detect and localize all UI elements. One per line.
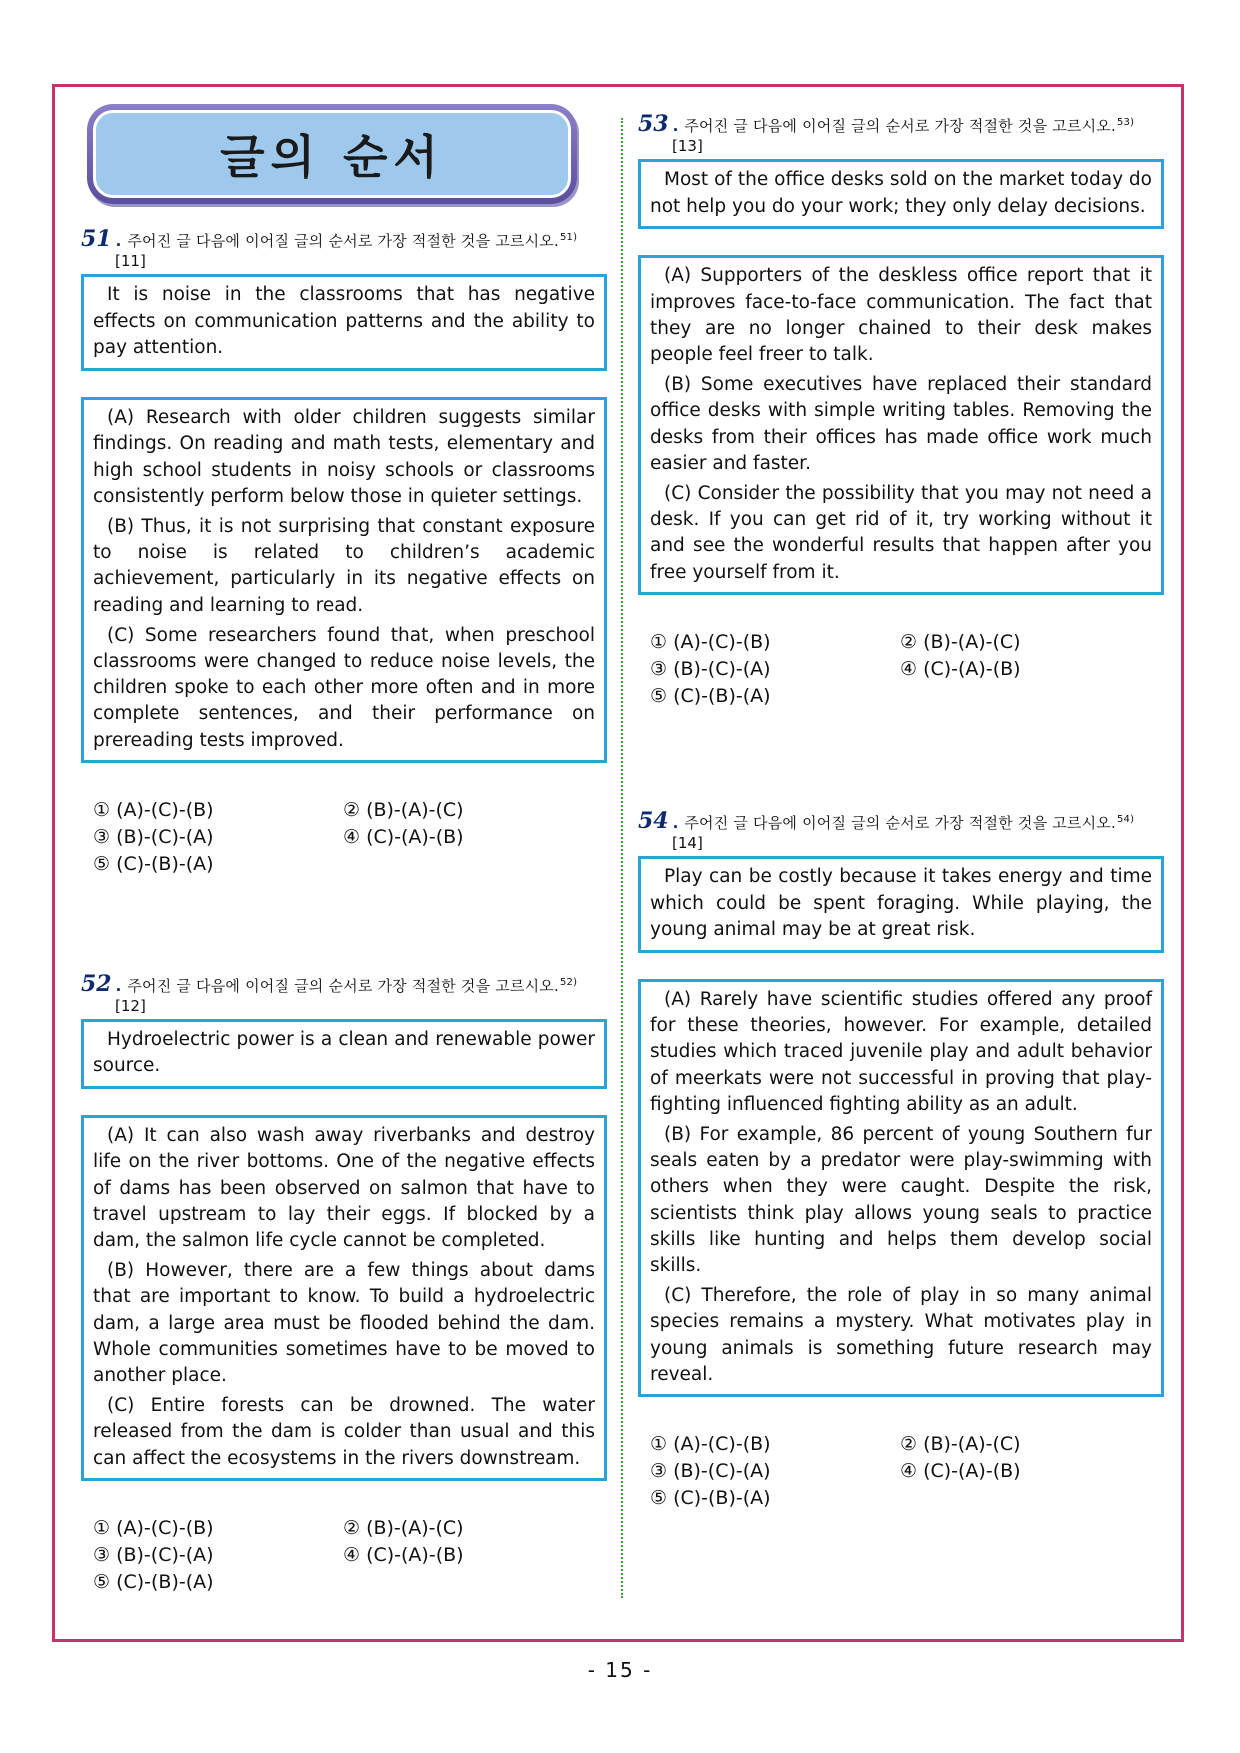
choice-4[interactable]: ④ (C)-(A)-(B) [900,1460,1021,1482]
left-column [81,104,607,1596]
choice-5[interactable]: ⑤ (C)-(B)-(A) [650,684,771,707]
section-title: 글의 순서 [220,130,444,184]
passage-box [81,397,607,763]
question-number: 54 [638,807,669,834]
choice-1[interactable]: ① (A)-(C)-(B) [93,1516,214,1539]
paragraph-c: (C) Consider the possibility that you may not need a desk. If you can get rid of it, try working without it and see the wonderful results that happen after you free yourself from it. [650,483,1152,583]
choice-3[interactable]: ③ (B)-(C)-(A) [93,825,214,848]
question-number: 51 [81,226,112,252]
given-text-box [638,856,1164,953]
choice-2[interactable]: ② (B)-(A)-(C) [343,798,464,821]
footnote-ref: 54) [1116,813,1135,825]
given-text-box [638,159,1164,229]
question-prompt: 주어진 글 다음에 이어질 글의 순서로 가장 적절한 것을 고르시오.$^{52)}$ [127,976,578,995]
answer-choices [81,1515,607,1596]
choice-3[interactable]: ③ (B)-(C)-(A) [650,1460,771,1482]
given-text-box [81,274,607,371]
question-51: 51 . 주어진 글 다음에 이어질 글의 순서로 가장 적절한 것을 고르시오.$^{51)}$ [11] It is noise in the classrooms that has negative effects on communication patterns and the ability to pay attention. (A) Research with older children suggests similar findings. On reading and math tests, elementary and high school students in noisy schools or classrooms consistently perform below those in quieter settings. (B) Thus, it is not surprising that constant exposure to noise is related to children’s academic achievement, particularly in its negative effects on reading and learning to read. (C) Some researchers found that, when preschool classrooms were changed to reduce noise levels, the children spoke to each other more often and in more complete sentences, and their performance on prereading tests improved. ① (A)-(C)-(B) ② (B)-(A)-(C) ③ (B)-(C)-(A) ④ (C)-(A)-(B) ⑤ (C)-(B)-(A) [81,228,607,878]
question-code: [13] [672,137,703,155]
column-divider [621,118,623,1598]
choice-2[interactable]: ② (B)-(A)-(C) [343,1516,464,1539]
paragraph-c: (C) Therefore, the role of play in so many animal species remains a mystery. What motivates play in young animals is something future research may reveal. [650,1285,1152,1385]
choice-4[interactable]: ④ (C)-(A)-(B) [900,657,1021,680]
choice-4[interactable]: ④ (C)-(A)-(B) [343,825,464,848]
answer-choices [81,797,607,878]
answer-choices [638,629,1164,710]
page-number: - 15 - [587,1658,653,1682]
given-text: Most of the office desks sold on the market today do not help you do your work; they only delay decisions. [650,169,1152,217]
paragraph-c: (C) Some researchers found that, when preschool classrooms were changed to reduce noise levels, the children spoke to each other more often and in more complete sentences, and their performance on prereading tests improved. [93,624,595,751]
paragraph-a: (A) Research with older children suggests similar findings. On reading and math tests, elementary and high school students in noisy schools or classrooms consistently perform below those in quieter settings. [93,407,595,507]
choice-1[interactable]: ① (A)-(C)-(B) [650,1433,771,1455]
right-column [638,113,1164,1512]
paragraph-a: (A) Supporters of the deskless office report that it improves face-to-face communication. The fact that they are no longer chained to their desk makes people feel freer to talk. [650,265,1152,366]
question-code: [14] [672,833,703,852]
question-prompt: 주어진 글 다음에 이어질 글의 순서로 가장 적절한 것을 고르시오.$^{51)}$ [127,232,578,250]
paragraph-b: (B) Thus, it is not surprising that constant exposure to noise is related to children’s academic achievement, particularly in its negative effects on reading and learning to read. [93,515,595,616]
question-number: 52 [81,970,112,997]
paragraph-c: (C) Entire forests can be drowned. The water released from the dam is colder than usual and this can affect the ecosystems in the rivers downstream. [93,1395,595,1469]
question-prompt: 주어진 글 다음에 이어질 글의 순서로 가장 적절한 것을 고르시오.$^{54)}$ [684,813,1135,832]
question-code: [11] [115,252,146,270]
choice-2[interactable]: ② (B)-(A)-(C) [900,630,1021,653]
given-text-box [81,1019,607,1089]
question-54: 54 . 주어진 글 다음에 이어질 글의 순서로 가장 적절한 것을 고르시오.$^{54)}$ [14] Play can be costly because it takes energy and time which could be spent foraging. While playing, the young animal may be at great risk. (A) Rarely have scientific studies offered any proof for these theories, however. For example, detailed studies which traced juvenile play and adult behavior of meerkats were not successful in proving that play-fighting influenced fighting ability as an adult. (B) For example, 86 percent of young Southern fur seals eaten by a predator were play-swimming with others when they were caught. Despite the risk, scientists think play allows young seals to practice skills like hunting and helps them develop social skills. (C) Therefore, the role of play in so many animal species remains a mystery. What motivates play in young animals is something future research may reveal. ① (A)-(C)-(B) ② (B)-(A)-(C) ③ (B)-(C)-(A) ④ (C)-(A)-(B) ⑤ (C)-(B)-(A) [638,810,1164,1512]
answer-choices [638,1431,1164,1512]
choice-1[interactable]: ① (A)-(C)-(B) [93,798,214,821]
question-53: 53 . 주어진 글 다음에 이어질 글의 순서로 가장 적절한 것을 고르시오.$^{53)}$ [13] Most of the office desks sold on the market today do not help you do your work; they only delay decisions. (A) Supporters of the deskless office report that it improves face-to-face communication. The fact that they are no longer chained to their desk makes people feel freer to talk. (B) Some executives have replaced their standard office desks with simple writing tables. Removing the desks from their offices has made office work much easier and faster. (C) Consider the possibility that you may not need a desk. If you can get rid of it, try working without it and see the wonderful results that happen after you free yourself from it. ① (A)-(C)-(B) ② (B)-(A)-(C) ③ (B)-(C)-(A) ④ (C)-(A)-(B) ⑤ (C)-(B)-(A) [638,113,1164,710]
given-text: Hydroelectric power is a clean and renewable power source. [93,1028,595,1077]
paragraph-b: (B) Some executives have replaced their standard office desks with simple writing tables. Removing the desks from their offices has made office work much easier and faster. [650,374,1152,474]
choice-3[interactable]: ③ (B)-(C)-(A) [650,657,771,680]
passage-box [81,1115,607,1481]
choice-4[interactable]: ④ (C)-(A)-(B) [343,1543,464,1566]
question-52: 52 . 주어진 글 다음에 이어질 글의 순서로 가장 적절한 것을 고르시오.$^{52)}$ [12] Hydroelectric power is a clean and renewable power source. (A) It can also wash away riverbanks and destroy life on the river bottoms. One of the negative effects of dams has been observed on salmon that have to travel upstream to lay their eggs. If blocked by a dam, the salmon life cycle cannot be completed. (B) However, there are a few things about dams that are important to know. To build a hydroelectric dam, a large area must be flooded behind the dam. Whole communities sometimes have to be moved to another place. (C) Entire forests can be drowned. The water released from the dam is colder than usual and this can affect the ecosystems in the rivers downstream. ① (A)-(C)-(B) ② (B)-(A)-(C) ③ (B)-(C)-(A) ④ (C)-(A)-(B) ⑤ (C)-(B)-(A) [81,973,607,1596]
passage-box [638,255,1164,594]
question-number: 53 [638,111,669,137]
choice-2[interactable]: ② (B)-(A)-(C) [900,1433,1021,1455]
question-prompt: 주어진 글 다음에 이어질 글의 순서로 가장 적절한 것을 고르시오.$^{53)}$ [684,117,1135,135]
passage-box [638,979,1164,1397]
choice-3[interactable]: ③ (B)-(C)-(A) [93,1543,214,1566]
given-text: It is noise in the classrooms that has negative effects on communication patterns and the ability to pay attention. [93,284,595,359]
given-text: Play can be costly because it takes energy and time which could be spent foraging. While playing, the young animal may be at great risk. [650,865,1152,941]
footnote-ref: 52) [559,976,578,988]
footnote-ref: 53) [1116,117,1135,128]
paragraph-b: (B) However, there are a few things about dams that are important to know. To build a hydroelectric dam, a large area must be flooded behind the dam. Whole communities sometimes have to be moved to another place. [93,1260,595,1386]
choice-1[interactable]: ① (A)-(C)-(B) [650,630,771,653]
paragraph-a: (A) It can also wash away riverbanks and destroy life on the river bottoms. One of the negative effects of dams has been observed on salmon that have to travel upstream to lay their eggs. If blocked by a dam, the salmon life cycle cannot be completed. [93,1125,595,1251]
choice-5[interactable]: ⑤ (C)-(B)-(A) [93,852,214,875]
question-code: [12] [115,996,146,1015]
section-title-banner [87,104,577,204]
paragraph-a: (A) Rarely have scientific studies offered any proof for these theories, however. For example, detailed studies which traced juvenile play and adult behavior of meerkats were not successful in proving that play-fighting influenced fighting ability as an adult. [650,988,1152,1115]
choice-5[interactable]: ⑤ (C)-(B)-(A) [93,1570,214,1593]
choice-5[interactable]: ⑤ (C)-(B)-(A) [650,1487,771,1509]
footnote-ref: 51) [559,232,578,243]
paragraph-b: (B) For example, 86 percent of young Southern fur seals eaten by a predator were play-swimming with others when they were caught. Despite the risk, scientists think play allows young seals to practice skills like hunting and helps them develop social skills. [650,1123,1152,1276]
